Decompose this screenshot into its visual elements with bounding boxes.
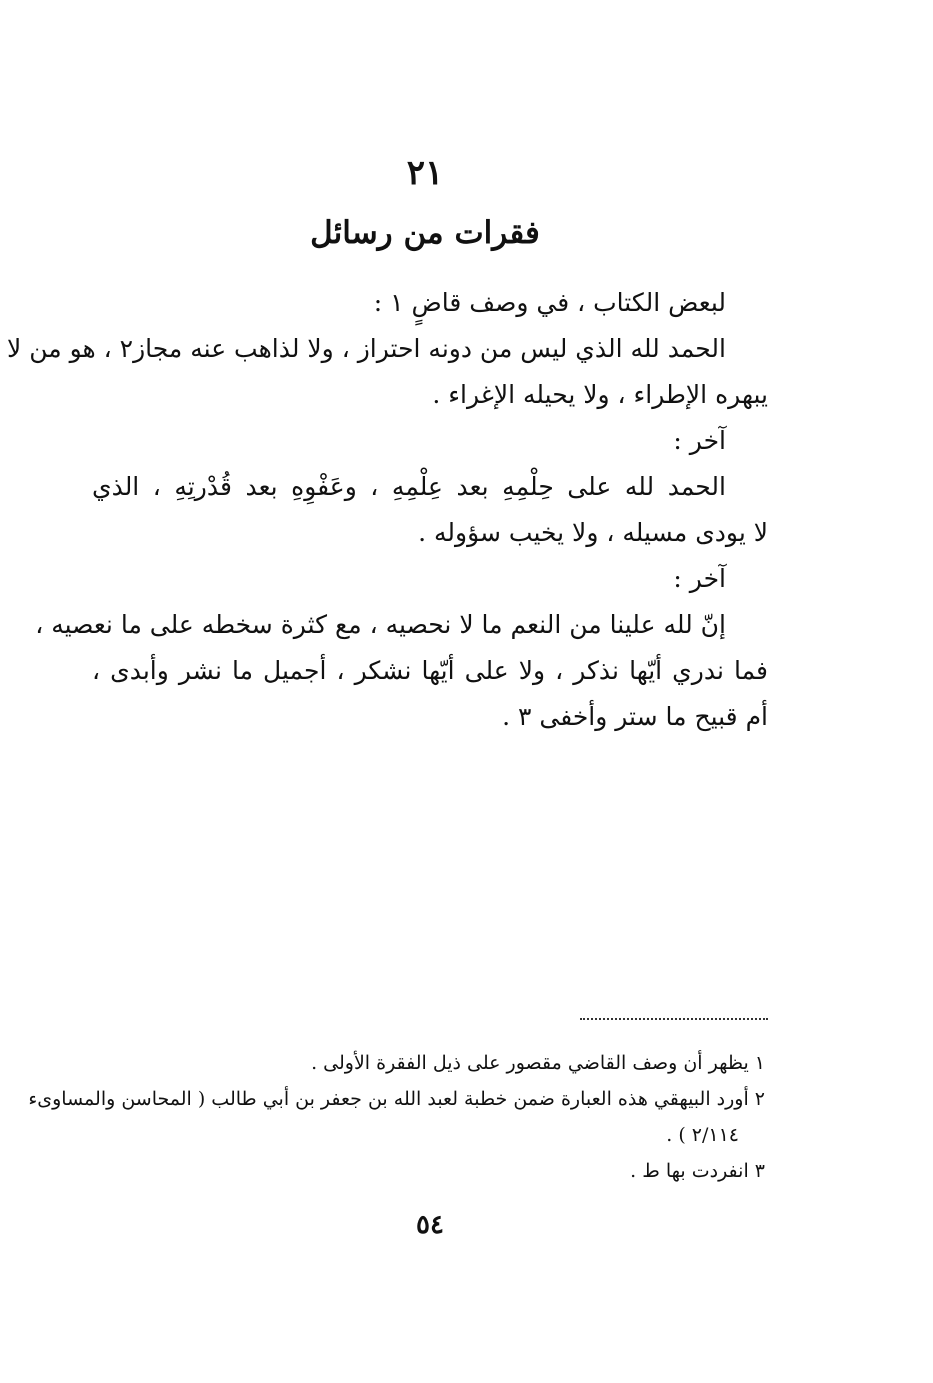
footnote-divider xyxy=(580,1018,768,1020)
page-number: ٥٤ xyxy=(416,1210,444,1240)
footnote-2-continuation: ٢/١١٤ ) . xyxy=(666,1124,739,1146)
paragraph-line: أم قبيح ما ستر وأخفى ٣ . xyxy=(502,702,768,731)
paragraph-line: الحمد لله الذي ليس من دونه احتراز ، ولا لذاهب عنه مجاز٢ ، هو من لا xyxy=(7,334,726,363)
footnote-1: ١ يظهر أن وصف القاضي مقصور على ذيل الفقرة الأولى . xyxy=(311,1052,765,1074)
paragraph-line: فما ندري أيّها نذكر ، ولا على أيّها نشكر ، أجميل ما نشر وأبدى ، xyxy=(92,656,768,685)
body-text xyxy=(7,280,768,740)
paragraph-line: لا يودى مسيله ، ولا يخيب سؤوله . xyxy=(418,518,768,547)
chapter-title: فقرات من رسائل xyxy=(310,215,540,251)
footnotes xyxy=(28,1045,765,1189)
section-label: آخر : xyxy=(673,564,726,593)
section-label: آخر : xyxy=(673,426,726,455)
paragraph-line: يبهره الإطراء ، ولا يحيله الإغراء . xyxy=(432,380,768,409)
chapter-number: ٢١ xyxy=(406,153,444,193)
footnote-2: ٢ أورد البيهقي هذه العبارة ضمن خطبة لعبد الله بن جعفر بن أبي طالب ( المحاسن والمساوىء xyxy=(28,1088,765,1110)
paragraph-line: إنّ لله علينا من النعم ما لا نحصيه ، مع كثرة سخطه على ما نعصيه ، xyxy=(35,610,726,639)
intro-line: لبعض الكتاب ، في وصف قاضٍ ١ : xyxy=(373,288,726,317)
footnote-3: ٣ انفردت بها ط . xyxy=(630,1160,765,1182)
paragraph-line: الحمد لله على حِلْمِهِ بعد عِلْمِهِ ، وعَفْوِهِ بعد قُدْرتِهِ ، الذي xyxy=(92,472,726,501)
